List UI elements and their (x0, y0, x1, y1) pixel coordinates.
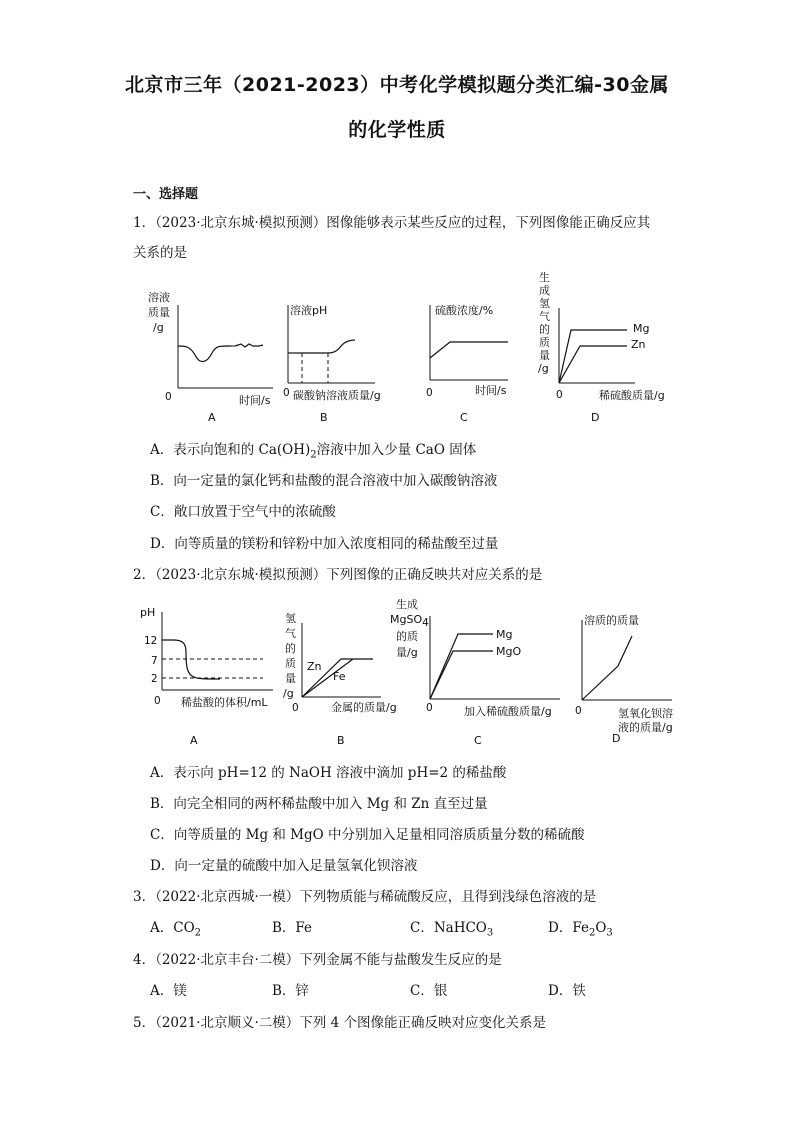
q1-graph-a (145, 285, 285, 425)
q4-option-d[interactable]: D．铁 (548, 983, 586, 999)
q2b-ylabel-3: 的 (285, 642, 296, 655)
q2b-ylabel-5: 量 (285, 672, 296, 685)
q1-graph-c (425, 285, 525, 425)
q1-graph-d (535, 268, 675, 428)
q1b-caption: B (320, 411, 328, 424)
q1-stem-line2: 关系的是 (133, 245, 187, 261)
q4-option-a[interactable]: A．镁 (150, 983, 187, 999)
q1c-caption: C (460, 411, 468, 424)
q2c-series-mg (430, 634, 493, 699)
q3-option-b[interactable]: B．Fe (272, 920, 313, 936)
q1d-ylabel-8: /g (538, 362, 549, 375)
q2-graph-a (138, 602, 283, 750)
q1d-ylabel-4: 气 (539, 310, 550, 323)
q1d-ylabel-1: 生 (539, 271, 550, 284)
q2-option-d[interactable]: D．向一定量的硫酸中加入足量氢氧化钡溶液 (150, 858, 418, 874)
q2-option-a[interactable]: A．表示向 pH=12 的 NaOH 溶液中滴加 pH=2 的稀盐酸 (150, 765, 507, 781)
q2b-ylabel-1: 氢 (285, 612, 296, 625)
q2a-tick-7: 7 (151, 655, 158, 667)
q2b-ylabel-6: /g (283, 687, 294, 700)
q1d-caption: D (591, 411, 600, 424)
q4-stem: 4．（2022·北京丰台·二模）下列金属不能与盐酸发生反应的是 (133, 952, 502, 968)
q1d-series-mg (559, 330, 627, 383)
q2d-curve (582, 636, 632, 700)
q4-option-c[interactable]: C．银 (410, 983, 448, 999)
q2d-ylabel: 溶质的质量 (584, 614, 639, 627)
q2c-ylabel-3: 的质 (396, 630, 418, 643)
q1d-origin: 0 (556, 389, 563, 401)
q2b-origin: 0 (292, 702, 299, 714)
q1a-ylabel-2: 质量 (148, 306, 170, 319)
q2c-caption: C (474, 734, 482, 747)
q1c-curve (430, 342, 508, 358)
q1d-series-zn (559, 346, 627, 383)
q2a-origin: 0 (154, 695, 161, 707)
q1d-ylabel-7: 量 (539, 349, 550, 362)
q5-stem: 5．（2021·北京顺义·二模）下列 4 个图像能正确反映对应变化关系是 (133, 1015, 546, 1031)
q2c-legend-mgo: MgO (496, 645, 522, 658)
q1a-curve (178, 346, 231, 362)
q2a-caption: A (190, 734, 198, 747)
q2b-caption: B (337, 734, 345, 747)
q2-option-b[interactable]: B．向完全相同的两杯稀盐酸中加入 Mg 和 Zn 直至过量 (150, 796, 488, 812)
q1a-ylabel-1: 溶液 (148, 291, 170, 304)
q2c-xlabel: 加入稀硫酸质量/g (464, 705, 552, 718)
q3-option-d[interactable]: D．$Fe_2O_3$ (548, 920, 613, 939)
q1b-ylabel: 溶液pH (290, 304, 328, 317)
q2c-ylabel-1: 生成 (396, 598, 418, 611)
page-title-line2: 的化学性质 (348, 119, 446, 141)
q3-option-a[interactable]: A．$CO_2$ (150, 920, 202, 939)
q1a-ylabel-3: /g (153, 321, 164, 334)
q2d-xlabel-2: 液的质量/g (618, 721, 673, 734)
q1d-legend-zn: Zn (631, 338, 646, 351)
q1c-xlabel: 时间/s (475, 384, 507, 397)
q2d-caption: D (612, 732, 621, 745)
q1-option-c[interactable]: C．敞口放置于空气中的浓硫酸 (150, 504, 336, 520)
q2b-ylabel-4: 质 (285, 657, 296, 670)
q2c-ylabel-2: MgSO4 (390, 613, 429, 629)
q2b-ylabel-2: 气 (285, 627, 296, 640)
q2d-origin: 0 (575, 705, 582, 717)
q2-graph-d (572, 608, 687, 750)
q2c-legend-mg: Mg (496, 628, 513, 641)
q1-graph-b (280, 285, 405, 425)
q4-option-b[interactable]: B．锌 (272, 983, 309, 999)
page-title: 北京市三年（2021-2023）中考化学模拟题分类汇编-30金属 (125, 74, 669, 96)
q2b-legend-fe: Fe (333, 670, 346, 683)
q3-stem: 3．（2022·北京西城·一模）下列物质能与稀硫酸反应，且得到浅绿色溶液的是 (133, 889, 597, 905)
q1d-xlabel: 稀硫酸质量/g (599, 389, 665, 402)
q1d-legend-mg: Mg (633, 322, 650, 335)
q1d-ylabel-2: 成 (539, 284, 550, 297)
q2c-ylabel-4: 量/g (396, 646, 418, 659)
q1-option-b[interactable]: B．向一定量的氯化钙和盐酸的混合溶液中加入碳酸钠溶液 (150, 473, 498, 489)
q1a-caption: A (208, 411, 216, 424)
q1c-origin: 0 (426, 387, 433, 399)
q2a-xlabel: 稀盐酸的体积/mL (181, 696, 268, 709)
q1b-origin: 0 (283, 387, 290, 399)
q3-option-c[interactable]: C．NaHCO$_3$ (410, 920, 494, 939)
q1-stem-line1: 1．（2023·北京东城·模拟预测）图像能够表示某些反应的过程，下列图像能正确反应其 (133, 215, 651, 231)
q2b-xlabel: 金属的质量/g (331, 701, 397, 714)
q1c-ylabel: 硫酸浓度/% (435, 304, 494, 317)
q2a-ylabel: pH (140, 606, 156, 619)
q2c-series-mgo (430, 651, 493, 699)
q2a-tick-2: 2 (151, 673, 158, 685)
q2d-xlabel-1: 氢氧化钡溶 (618, 707, 673, 720)
q1b-xlabel: 碳酸钠溶液质量/g (293, 389, 381, 402)
q1d-ylabel-3: 氢 (539, 297, 550, 310)
q2-graph-c (388, 596, 573, 750)
q1a-origin: 0 (165, 391, 172, 403)
q2-option-c[interactable]: C．向等质量的 Mg 和 MgO 中分别加入足量相同溶质质量分数的稀硫酸 (150, 827, 585, 843)
q1a-xlabel: 时间/s (239, 394, 271, 407)
section-heading: 一、选择题 (133, 187, 199, 202)
q2a-tick-12: 12 (144, 635, 158, 647)
q2b-legend-zn: Zn (307, 660, 322, 673)
q1d-ylabel-6: 质 (539, 336, 550, 349)
q2-stem: 2．（2023·北京东城·模拟预测）下列图像的正确反映共对应关系的是 (133, 567, 543, 583)
q1-option-d[interactable]: D．向等质量的镁粉和锌粉中加入浓度相同的稀盐酸至过量 (150, 536, 499, 552)
q2c-origin: 0 (426, 702, 433, 714)
q1-option-a[interactable]: A．表示向饱和的 $Ca(OH)_2$溶液中加入少量 CaO 固体 (150, 442, 477, 461)
q1d-ylabel-5: 的 (539, 323, 550, 336)
